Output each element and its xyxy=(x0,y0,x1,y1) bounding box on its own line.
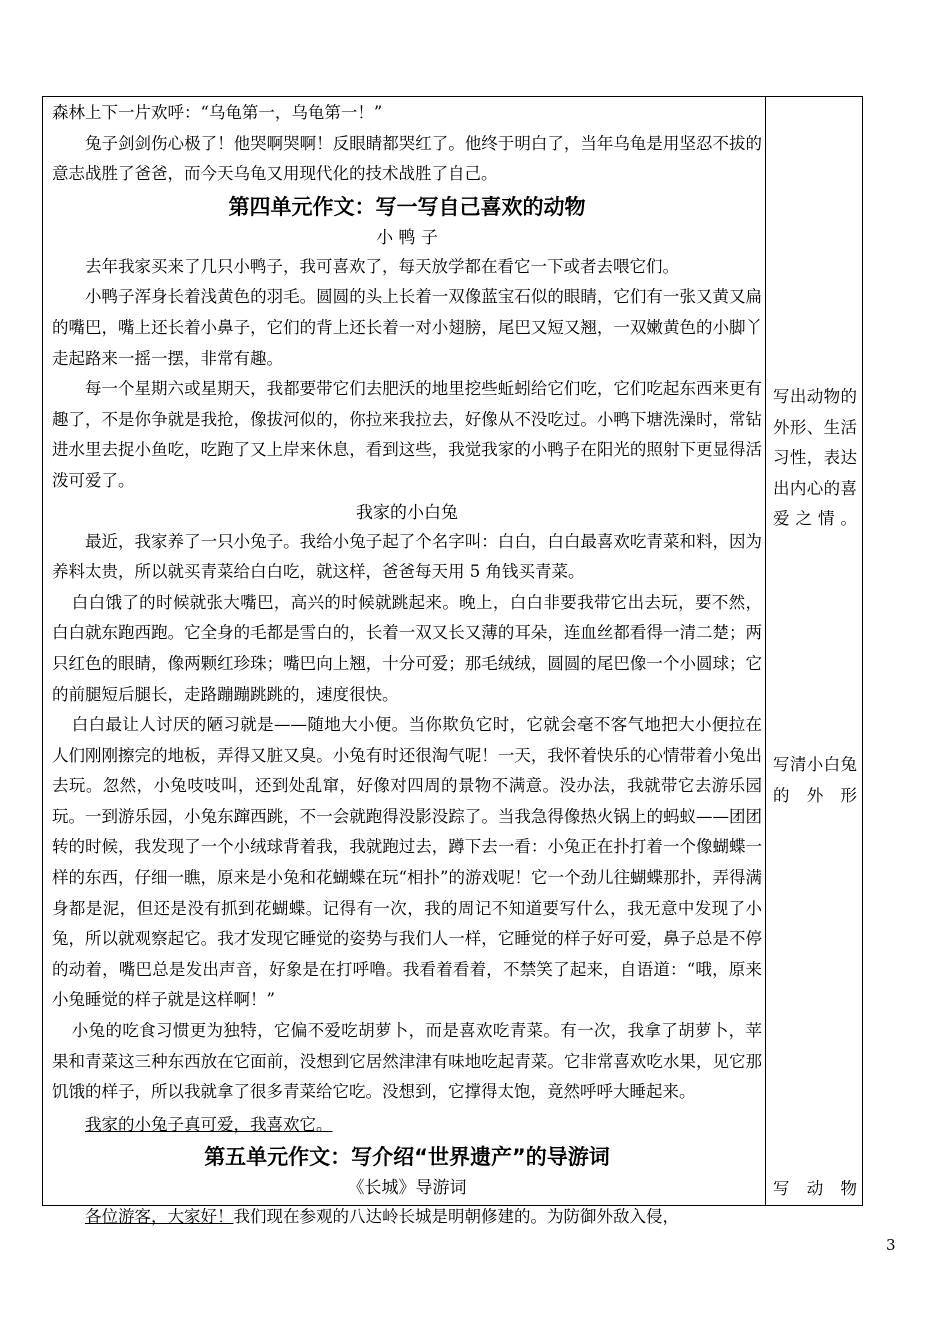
underlined-text: 各位游客，大家好！ xyxy=(85,1207,234,1227)
paragraph-text: 我们现在参观的八达岭长城是明朝修建的。为防御外敌入侵， xyxy=(233,1207,679,1227)
side-note: 写出动物的外形、生活习性，表达出内心的喜爱之情。 xyxy=(773,387,857,529)
paragraph: 兔子剑剑伤心极了！他哭啊哭啊！反眼睛都哭红了。他终于明白了，当年乌龟是用坚忍不拔的意志战胜了爸爸，而今天乌龟又用现代化的技术战胜了自己。 xyxy=(52,133,762,184)
paragraph: 去年我家买来了几只小鸭子，我可喜欢了，每天放学都在看它一下或者去喂它们。 xyxy=(85,256,679,276)
paragraph: 森林上下一片欢呼：“乌龟第一，乌龟第一！” xyxy=(52,103,383,122)
page-number: 3 xyxy=(886,1236,896,1254)
column-divider xyxy=(765,96,766,1206)
paragraph: 最近，我家养了一只小兔子。我给小兔子起了个名字叫：白白，白白最喜欢吃青菜和料，因为养料太贵，所以就买青菜给白白吃，就这样，爸爸每天用 5 角钱买青菜。 xyxy=(52,531,762,582)
paragraph: 白白饿了的时候就张大嘴巴，高兴的时候就跳起来。晚上，白白非要我带它出去玩，要不然，白白就东跑西跑。它全身的毛都是雪白的，长着一双又长又薄的耳朵，连血丝都看得一清二楚；两只红色的眼睛，像两颗红珍珠；嘴巴向上翘，十分可爱；那毛绒绒，圆圆的尾巴像一个小圆球；它的前腿短后腿长，走路蹦蹦跳跳的，速度很快。 xyxy=(52,592,762,704)
unit5-title: 第五单元作文：写介绍“世界遗产”的导游词 xyxy=(204,1145,610,1170)
paragraph xyxy=(52,1202,762,1233)
side-note: 写动物 xyxy=(773,1179,857,1198)
paragraph: 每一个星期六或星期天，我都要带它们去肥沃的地里挖些蚯蚓给它们吃，它们吃起东西来更有趣了，不是你争就是我抢，像拔河似的，你拉来我拉去，好像从不没吃过。小鸭下塘洗澡时，常钻进水里去捉小鱼吃，吃跑了又上岸来休息，看到这些，我觉我家的小鸭子在阳光的照射下更显得活泼可爱了。 xyxy=(52,379,762,490)
unit4-title: 第四单元作文：写一写自己喜欢的动物 xyxy=(228,194,586,219)
paragraph: 白白最让人讨厌的陋习就是——随地大小便。当你欺负它时，它就会毫不客气地把大小便拉在人们刚刚擦完的地板，弄得又脏又臭。小兔有时还很淘气呢！一天，我怀着快乐的心情带着小兔出去玩。忽然，小兔吱吱叫，还到处乱窜，好像对四周的景物不满意。没办法，我就带它去游乐园玩。一到游乐园，小兔东蹿西跳，不一会就跑得没影没踪了。当我急得像热火锅上的蚂蚁——团团转的时候，我发现了一个小绒球背着我，我就跑过去，蹲下去一看：小兔正在扑打着一个像蝴蝶一样的东西，仔细一瞧，原来是小兔和花蝴蝶在玩“相扑”的游戏呢！它一个劲儿往蝴蝶那扑，弄得满身都是泥，但还是没有抓到花蝴蝶。记得有一次，我的周记不知道要写什么，我无意中发现了小兔，所以就观察起它。我才发现它睡觉的姿势与我们人一样，它睡觉的样子好可爱，鼻子总是不停的动着，嘴巴总是发出声音，好象是在打呼噜。我看着看着，不禁笑了起来，自语道：“哦，原来小兔睡觉的样子就是这样啊！” xyxy=(52,715,762,1010)
paragraph: 小鸭子浑身长着浅黄色的羽毛。圆圆的头上长着一双像蓝宝石似的眼睛，它们有一张又黄又扁的嘴巴，嘴上还长着小鼻子，它们的背上还长着一对小翅膀，尾巴又短又翘，一双嫩黄色的小脚丫走起路来一摇一摆，非常有趣。 xyxy=(52,287,762,368)
essay-title-rabbit: 我家的小白兔 xyxy=(356,502,458,523)
underlined-text: 我家的小兔子真可爱，我喜欢它。 xyxy=(85,1114,333,1134)
main-column xyxy=(52,98,762,1233)
essay-title-duck: 小 鸭 子 xyxy=(376,227,438,248)
side-note: 写清小白兔的外形 xyxy=(773,755,857,805)
paragraph xyxy=(52,1110,762,1141)
essay-title-great-wall: 《长城》导游词 xyxy=(347,1178,467,1199)
paragraph: 小兔的吃食习惯更为独特，它偏不爱吃胡萝卜，而是喜欢吃青菜。有一次，我拿了胡萝卜，苹果和青菜这三种东西放在它面前，没想到它居然津津有味地吃起青菜。它非常喜欢吃水果，见它那饥饿的样子，所以我就拿了很多青菜给它吃。没想到，它撑得太饱，竟然呼呼大睡起来。 xyxy=(52,1021,762,1102)
